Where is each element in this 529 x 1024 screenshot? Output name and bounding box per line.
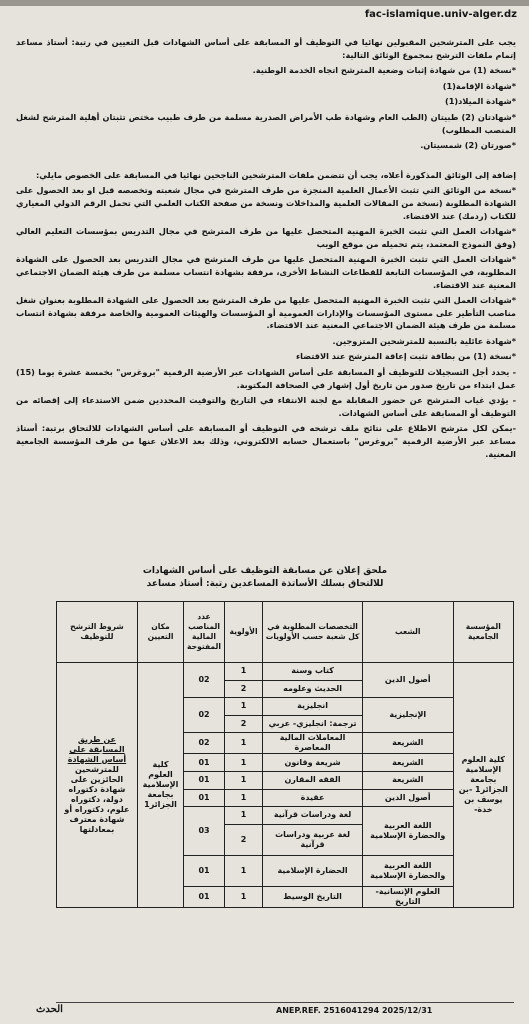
header-priority: الأولوية <box>224 602 262 663</box>
division-cell: العلوم الإنسانية-التاريخ <box>362 886 453 907</box>
paragraph: -يمكن لكل مترشح الاطلاع على نتائج ملف ترشحه في التوظيف أو المسابقة على أساس الشهادات للالتحاق برتبة: أستاذ مساعد عبر الأرضية الرقمية "بروغرس" باستعمال حسابه الالكتروني، وذلك بعد الاعلان عنها من طرف المؤسسة الجامعية المعنية. <box>16 423 516 459</box>
header-conditions: شروط الترشح للتوظيف <box>57 602 138 663</box>
division-cell: اللغة العربية والحضارة الإسلامية <box>362 807 453 856</box>
paragraph: *نسخة (1) من بطاقة تثبت إعاقة المترشح عند الاقتضاء <box>295 351 516 362</box>
paragraph: *نسخة (1) من شهادة إثبات وضعية المترشح اتجاه الخدمة الوطنية. <box>252 65 516 76</box>
header-division: الشعب <box>362 602 453 663</box>
division-cell: اللغة العربية والحضارة الإسلامية <box>362 855 453 886</box>
footer-rule <box>56 1002 514 1003</box>
priority-cell: 1 <box>224 789 262 807</box>
paragraph: *شهادات العمل التي تثبت الخبرة المهنية المتحصل عليها من طرف المترشح في مجال التدريس بمؤسسات التعليم العالي (وفق النموذج المعتمد، يتم تحميله من موقع الويب <box>16 226 516 249</box>
priority-cell: 1 <box>224 807 262 825</box>
positions-table <box>56 601 514 908</box>
paragraph: يجب على المترشحين المقبولين نهائيا في التوظيف أو المسابقة على أساس الشهادات قبل التعيين في رتبة: أستاذ مساعد إتمام ملفات الترشح بمجموع الوثائق التالية: <box>16 37 516 60</box>
header-count: عدد المناصب المالية المفتوحة <box>184 602 225 663</box>
priority-cell: 1 <box>224 855 262 886</box>
paragraph-gap <box>16 155 516 169</box>
specialty-cell: ترجمة: انجليزي- عربي <box>263 715 363 733</box>
count-cell: 01 <box>184 754 225 772</box>
count-cell: 01 <box>184 886 225 907</box>
paragraph: *نسخة من الوثائق التي تثبت الأعمال العلمية المنجزة من طرف المترشح في مجال شعبته وتخصصه قبل او بعد الحصول على الشهادة المطلوبة (نسخة من المقالات العلمية والمداخلات ونسخة من صفحة الكتاب العلمي التي تحمل الرقم الدولي المعياري للكتاب (ردمك) عند الاقتضاء. <box>16 185 516 221</box>
specialty-cell: لغة ودراسات قرآنية <box>263 807 363 825</box>
priority-cell: 1 <box>224 698 262 716</box>
header-location: مكان التعيين <box>137 602 183 663</box>
specialty-cell: عقيدة <box>263 789 363 807</box>
annex-subtitle: للالتحاق بسلك الأساتذة المساعدين رتبة: أستاذ مساعد <box>146 579 384 589</box>
location-cell: كلية العلوم الإسلامية بجامعة الجزائر1 <box>137 663 183 908</box>
announcement-body <box>16 36 516 463</box>
annex-heading <box>60 565 470 591</box>
conditions-title: عن طريق المسابقة على أساس الشهادة <box>67 734 127 764</box>
count-cell: 02 <box>184 698 225 733</box>
anep-reference: ANEP.REF. 2516041294 2025/12/31 <box>276 1006 433 1015</box>
priority-cell: 1 <box>224 733 262 754</box>
faculty-url: fac-islamique.univ-alger.dz <box>364 9 517 20</box>
table-row <box>57 663 514 681</box>
annex-title: ملحق إعلان عن مسابقة التوظيف على أساس الشهادات <box>142 566 388 576</box>
conditions-cell <box>57 663 138 908</box>
newspaper-logo: الحدث <box>36 1004 63 1015</box>
paragraph: - يحدد أجل التسجيلات للتوظيف أو المسابقة على أساس الشهادات عبر الأرضية الرقمية "بروغرس" بخمسة عشرة يوما (15) عمل ابتداء من تاريخ صدور من تاريخ أول إشهار في الصحافة المكتوبة. <box>16 367 516 390</box>
header-establishment: المؤسسة الجامعية <box>453 602 513 663</box>
priority-cell: 1 <box>224 754 262 772</box>
specialty-cell: المعاملات المالية المعاصرة <box>263 733 363 754</box>
count-cell: 01 <box>184 855 225 886</box>
division-cell: الشريعة <box>362 733 453 754</box>
specialty-cell: كتاب وسنة <box>263 663 363 681</box>
division-cell: الشريعة <box>362 754 453 772</box>
count-cell: 01 <box>184 789 225 807</box>
paragraph: إضافة إلى الوثائق المذكورة أعلاه، يجب أن تتضمن ملفات المترشحين الناجحين نهائيا في المسابقة على الخصوص مايلي: <box>36 169 516 180</box>
priority-cell: 1 <box>224 886 262 907</box>
paragraph: - يؤدي غياب المترشح عن حضور المقابلة مع لجنة الانتقاء في التاريخ والتوقيت المحددين ضمن الاستدعاء إلى إقصائه من التوظيف أو المسابقة على أساس الشهادات. <box>16 395 516 418</box>
specialty-cell: الحضارة الإسلامية <box>263 855 363 886</box>
paragraph: *شهادة الإقامة(1) <box>442 80 516 91</box>
paragraph: *شهادتان (2) طبيتان (الطب العام وشهادة طب الأمراض الصدرية مسلمة من طرف طبيب مختص تثبتان أهلية المترشح لشغل المنصب المطلوب) <box>16 111 516 135</box>
division-cell: أصول الدين <box>362 663 453 698</box>
priority-cell: 1 <box>224 771 262 789</box>
paragraph: *شهادة الميلاد(1) <box>444 96 516 107</box>
division-cell: أصول الدين <box>362 789 453 807</box>
count-cell: 03 <box>184 807 225 856</box>
count-cell: 02 <box>184 663 225 698</box>
establishment-cell: كلية العلوم الإسلامية بجامعة الجزائر1 -بن يوسف بن خدة- <box>453 663 513 908</box>
division-cell: الشريعة <box>362 771 453 789</box>
conditions-body: للمترشحين الحائزين على شهادة دكتوراه دولة، دكتوراه علوم، دكتوراه أو شهادة معترف بمعادلتها <box>64 764 130 834</box>
specialty-cell: شريعة وقانون <box>263 754 363 772</box>
paragraph: *صورتان (2) شمسيتان. <box>420 140 516 151</box>
paragraph: *شهادات العمل التي تثبت الخبرة المهنية المتحصل عليها من طرف المترشح بعد الحصول على الشهادة المطلوبة بعنوان شغل مناصب التأطير على مستوى المؤسسات والإدارات العمومية أو المؤسسات والهيئات العمومية والخاصة مرفقة بشهادة انتساب مسلمة من طرف هيئة الضمان الاجتماعي المعنية عند الاقتضاء. <box>16 295 516 331</box>
paragraph: *شهادات العمل التي تثبت الخبرة المهنية المتحصل عليها من طرف المترشح في مجال التدريس بعد الحصول على الشهادة المطلوبة، في المؤسسات التابعة للقطاعات النشاط الأخرى، مرفقة بشهادة انتساب مسلمة من طرف هيئة الضمان الاجتماعي المعنية عند الاقتضاء. <box>16 254 516 290</box>
header-specialties: التخصصات المطلوبة في كل شعبة حسب الأولويات <box>263 602 363 663</box>
priority-cell: 2 <box>224 680 262 698</box>
priority-cell: 2 <box>224 824 262 855</box>
specialty-cell: انجليزية <box>263 698 363 716</box>
specialty-cell: لغة عربية ودراسات قرآنية <box>263 824 363 855</box>
table-header-row <box>57 602 514 663</box>
paragraph: *شهادة عائلية بالنسبة للمترشحين المتزوجين. <box>332 335 516 346</box>
specialty-cell: التاريخ الوسيط <box>263 886 363 907</box>
specialty-cell: الحديث وعلومه <box>263 680 363 698</box>
division-cell: الإنجليزية <box>362 698 453 733</box>
count-cell: 01 <box>184 771 225 789</box>
priority-cell: 1 <box>224 663 262 681</box>
top-band <box>0 0 529 6</box>
priority-cell: 2 <box>224 715 262 733</box>
specialty-cell: الفقه المقارن <box>263 771 363 789</box>
count-cell: 02 <box>184 733 225 754</box>
